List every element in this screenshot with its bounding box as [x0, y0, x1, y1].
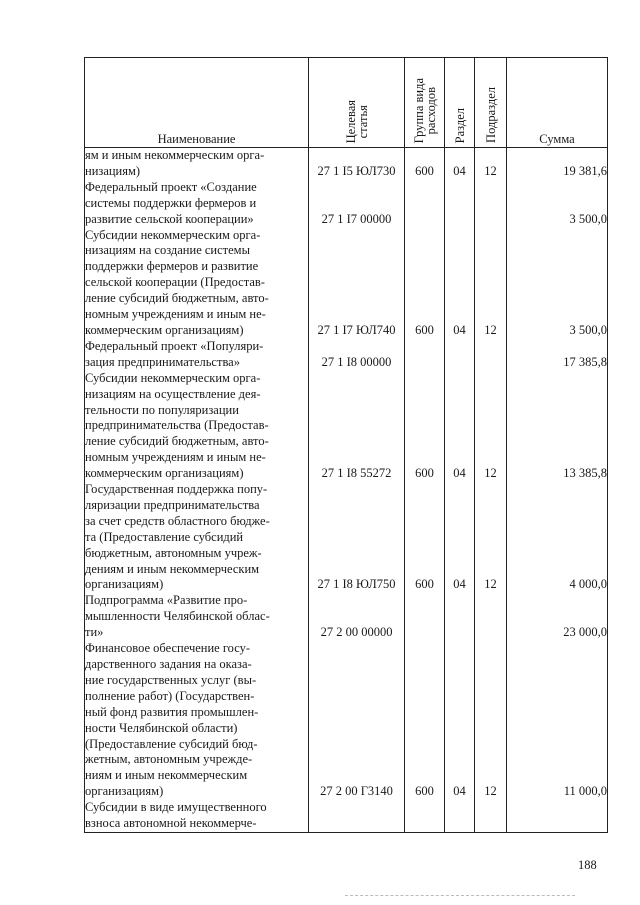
- row-name: Субсидии некоммерческим орга- низациям на осуществление дея- тельности по популяризации предпринимательства (Предостав- ление субсидий бюджетным, авто- номным учреждениям и иным не- коммерческим организациям): [85, 371, 309, 482]
- row-sum: 11 000,0: [507, 641, 608, 800]
- budget-table: [84, 57, 608, 833]
- table-row: [85, 180, 608, 228]
- row-group: 600: [405, 228, 445, 339]
- row-group: 600: [405, 371, 445, 482]
- row-sum: 19 381,6: [507, 148, 608, 180]
- row-target-code: 27 1 I5 ЮЛ730: [309, 148, 405, 180]
- header-name: Наименование: [85, 58, 309, 148]
- row-target-code: 27 1 I8 55272: [309, 371, 405, 482]
- table-row: [85, 800, 608, 832]
- row-name: ям и иным некоммерческим орга- низациям): [85, 148, 309, 180]
- row-group: [405, 180, 445, 228]
- row-sum: 3 500,0: [507, 180, 608, 228]
- header-group: Группа вида расходов: [405, 58, 445, 148]
- row-name: Субсидии в виде имущественного взноса автономной некоммерче-: [85, 800, 309, 832]
- row-group: [405, 339, 445, 371]
- row-target-code: 27 1 I8 00000: [309, 339, 405, 371]
- table-row: [85, 641, 608, 800]
- row-section: [445, 593, 475, 641]
- row-name: Субсидии некоммерческим орга- низациям на создание системы поддержки фермеров и развитие сельской кооперации (Предостав- ление субсидий бюджетным, авто- номным учреждениям и иным не- коммерческим организациям): [85, 228, 309, 339]
- table-row: [85, 339, 608, 371]
- row-name: Федеральный проект «Создание системы поддержки фермеров и развитие сельской кооперации»: [85, 180, 309, 228]
- row-sum: 4 000,0: [507, 482, 608, 593]
- row-section: [445, 339, 475, 371]
- row-section: 04: [445, 148, 475, 180]
- table-row: [85, 371, 608, 482]
- row-name: Подпрограмма «Развитие про- мышленности Челябинской облас- ти»: [85, 593, 309, 641]
- row-subsection: 12: [475, 482, 507, 593]
- scan-edge-line: [345, 895, 575, 896]
- header-target: Целевая статья: [309, 58, 405, 148]
- row-group: [405, 593, 445, 641]
- row-group: 600: [405, 148, 445, 180]
- row-subsection: [475, 800, 507, 832]
- row-sum: 13 385,8: [507, 371, 608, 482]
- table-body: [85, 148, 608, 833]
- row-subsection: 12: [475, 228, 507, 339]
- row-sum: [507, 800, 608, 832]
- row-subsection: 12: [475, 641, 507, 800]
- row-group: [405, 800, 445, 832]
- header-sum: Сумма: [507, 58, 608, 148]
- row-sum: 3 500,0: [507, 228, 608, 339]
- row-sum: 17 385,8: [507, 339, 608, 371]
- row-subsection: [475, 593, 507, 641]
- row-target-code: [309, 800, 405, 832]
- header-subsection: Подраздел: [475, 58, 507, 148]
- row-section: [445, 180, 475, 228]
- row-section: 04: [445, 641, 475, 800]
- table-row: [85, 482, 608, 593]
- table-row: [85, 228, 608, 339]
- row-subsection: [475, 339, 507, 371]
- row-section: 04: [445, 482, 475, 593]
- row-section: 04: [445, 371, 475, 482]
- row-name: Государственная поддержка попу- ляризации предпринимательства за счет средств областного бюдже- та (Предоставление субсидий бюджетным, автономным учреж- дениям и иным некоммерческим организациям): [85, 482, 309, 593]
- table-row: [85, 593, 608, 641]
- row-group: 600: [405, 482, 445, 593]
- row-name: Финансовое обеспечение госу- дарственного задания на оказа- ние государственных услуг (вы- полнение работ) (Государствен- ный фонд развития промышлен- ности Челябинской области) (Предоставление субсидий бюд- жетным, автономным учрежде- ниям и иным некоммерческим организациям): [85, 641, 309, 800]
- row-sum: 23 000,0: [507, 593, 608, 641]
- row-name: Федеральный проект «Популяри- зация предпринимательства»: [85, 339, 309, 371]
- page-number: 188: [578, 858, 597, 872]
- row-target-code: 27 1 I8 ЮЛ750: [309, 482, 405, 593]
- row-subsection: 12: [475, 148, 507, 180]
- row-section: [445, 800, 475, 832]
- table-header-row: [85, 58, 608, 148]
- row-target-code: 27 1 I7 00000: [309, 180, 405, 228]
- table-row: [85, 148, 608, 180]
- row-target-code: 27 2 00 00000: [309, 593, 405, 641]
- row-subsection: [475, 180, 507, 228]
- row-subsection: 12: [475, 371, 507, 482]
- row-target-code: 27 2 00 Г3140: [309, 641, 405, 800]
- row-group: 600: [405, 641, 445, 800]
- row-target-code: 27 1 I7 ЮЛ740: [309, 228, 405, 339]
- row-section: 04: [445, 228, 475, 339]
- header-section: Раздел: [445, 58, 475, 148]
